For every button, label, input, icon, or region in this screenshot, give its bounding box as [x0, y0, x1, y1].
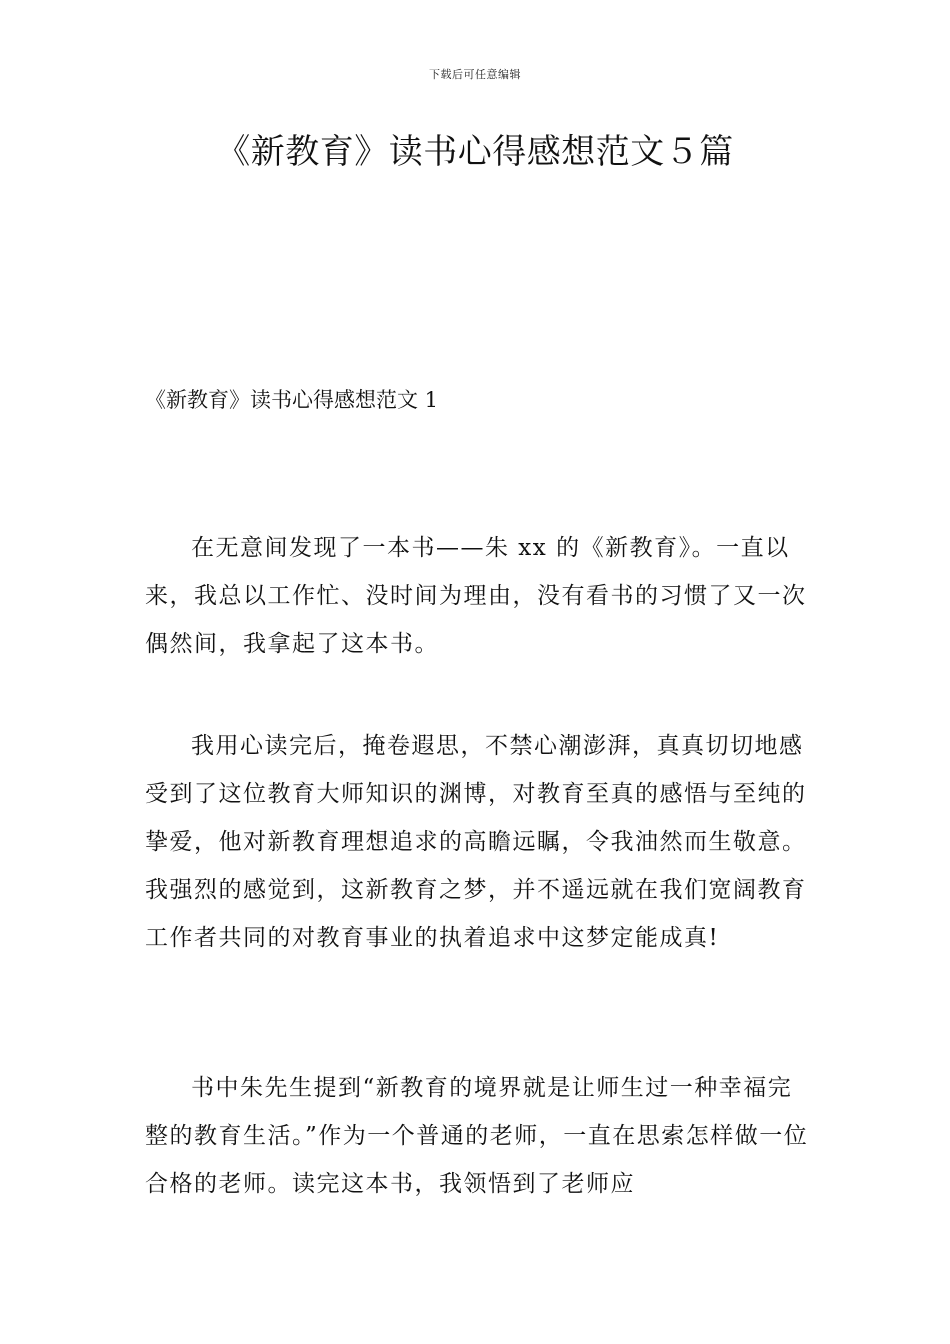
header-note: 下载后可任意编辑	[429, 68, 521, 81]
paragraph-2: 我用心读完后，掩卷遐思，不禁心潮澎湃，真真切切地感受到了这位教育大师知识的渊博，对教育至真的感悟与至纯的挚爱，他对新教育理想追求的高瞻远瞩，令我油然而生敬意。我强烈的感觉到，这新教育之梦，并不遥远就在我们宽阔教育工作者共同的对教育事业的执着追求中这梦定能成真!	[145, 733, 807, 951]
paragraph-1: 在无意间发现了一本书——朱 xx 的《新教育》。一直以来，我总以工作忙、没时间为理由，没有看书的习惯了又一次偶然间，我拿起了这本书。	[145, 535, 807, 657]
document-title: 《新教育》读书心得感想范文５篇	[216, 132, 734, 172]
paragraph-3: 书中朱先生提到“新教育的境界就是让师生过一种幸福完整的教育生活。”作为一个普通的老师，一直在思索怎样做一位合格的老师。读完这本书，我领悟到了老师应	[145, 1075, 809, 1197]
section-heading: 《新教育》读书心得感想范文 1	[145, 388, 439, 412]
